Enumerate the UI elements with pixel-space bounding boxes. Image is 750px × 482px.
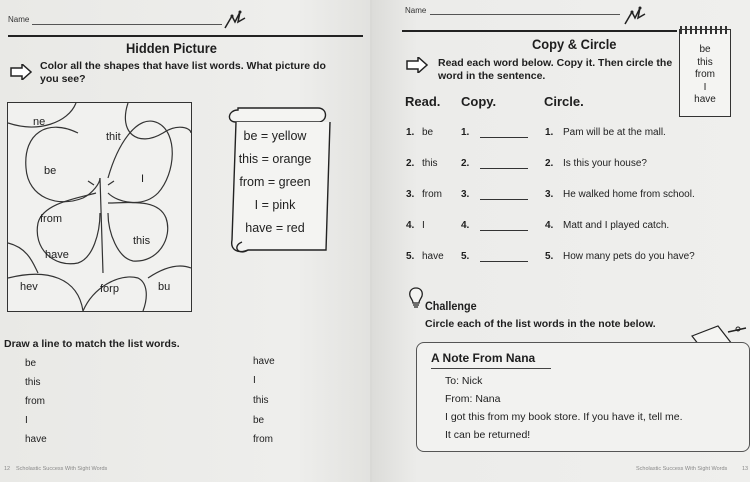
row-number: 2. — [406, 158, 415, 169]
arrow-icon — [406, 57, 428, 73]
row-number: 3. — [406, 189, 415, 200]
read-header: Read. — [405, 94, 441, 109]
word-list-item: this — [697, 56, 713, 68]
header-rule — [402, 30, 677, 32]
match-left-2[interactable]: this — [25, 377, 41, 388]
copy-blank[interactable] — [480, 168, 528, 169]
sentence[interactable]: How many pets do you have? — [563, 251, 695, 262]
match-left-1[interactable]: be — [25, 358, 37, 369]
match-right-3[interactable]: this — [253, 395, 269, 406]
copy-number: 4. — [461, 220, 470, 231]
legend-pink: I = pink — [254, 198, 296, 212]
match-left-3[interactable]: from — [25, 396, 45, 407]
word-list-item: I — [703, 81, 707, 93]
copy-blank[interactable] — [480, 137, 528, 138]
copy-blank[interactable] — [480, 230, 528, 231]
sentence[interactable]: Pam will be at the mall. — [563, 127, 666, 138]
puzzle-word-10: bu — [158, 281, 171, 293]
name-label: Name — [405, 6, 427, 15]
row-number: 5. — [406, 251, 415, 262]
puzzle-word-7: have — [45, 249, 69, 261]
arrow-icon — [10, 64, 32, 80]
match-left-5[interactable]: have — [25, 434, 47, 445]
sentence[interactable]: Matt and I played catch. — [563, 220, 670, 231]
match-right-1[interactable]: have — [253, 356, 275, 367]
note-line-4[interactable]: It can be returned! — [445, 429, 531, 441]
legend-yellow: be = yellow — [243, 129, 307, 143]
puzzle-word-4: I — [141, 173, 145, 185]
name-line — [32, 24, 222, 25]
page-title: Hidden Picture — [126, 40, 217, 56]
puzzle-word-6: this — [133, 235, 151, 247]
legend-red: have = red — [245, 221, 305, 235]
circle-number: 5. — [545, 251, 554, 262]
note-line-1[interactable]: To: Nick — [445, 375, 483, 387]
copy-blank[interactable] — [480, 261, 528, 262]
word-list-item: from — [695, 69, 715, 80]
page-number: 13 — [742, 466, 749, 472]
star-burst-icon — [622, 4, 648, 28]
note-from-nana — [416, 342, 750, 452]
legend-orange: this = orange — [238, 152, 312, 166]
row-number: 4. — [406, 220, 415, 231]
puzzle-word-8: hev — [20, 281, 38, 293]
challenge-label: Challenge — [425, 299, 477, 313]
star-burst-icon — [222, 8, 248, 32]
circle-number: 1. — [545, 127, 554, 138]
header-rule — [8, 35, 363, 37]
puzzle-word-9: forp — [100, 283, 119, 295]
page-title: Copy & Circle — [532, 36, 617, 52]
sentence[interactable]: Is this your house? — [563, 158, 647, 169]
legend-green: from = green — [239, 175, 311, 189]
read-word: I — [422, 220, 425, 231]
word-list-item: be — [699, 44, 711, 55]
puzzle-word-2: thit — [106, 131, 121, 143]
circle-number: 3. — [545, 189, 554, 200]
match-right-2[interactable]: I — [253, 375, 256, 386]
copy-header: Copy. — [461, 94, 497, 109]
copy-blank[interactable] — [480, 199, 528, 200]
sentence[interactable]: He walked home from school. — [563, 189, 695, 200]
puzzle-word-3: be — [44, 165, 57, 177]
puzzle-word-1: ne — [33, 116, 46, 128]
puzzle-word-5: from — [40, 213, 62, 225]
copy-number: 3. — [461, 189, 470, 200]
copy-number: 5. — [461, 251, 470, 262]
row-number: 1. — [406, 127, 415, 138]
note-title-underline — [431, 368, 551, 369]
name-label: Name — [8, 15, 30, 24]
instruction-text: Read each word below. Copy it. Then circle the word in the sentence. — [438, 57, 673, 82]
read-word: be — [422, 127, 434, 138]
page-number: 12 — [4, 466, 11, 472]
footer-text: Scholastic Success With Sight Words — [16, 466, 108, 472]
lightbulb-icon — [408, 286, 424, 308]
instruction-text: Color all the shapes that have list words. What picture do you see? — [40, 60, 326, 85]
hidden-picture-puzzle[interactable] — [7, 102, 192, 312]
note-line-3[interactable]: I got this from my book store. If you have it, tell me. — [445, 411, 683, 423]
spiral-binding — [680, 26, 730, 34]
copy-number: 1. — [461, 127, 470, 138]
note-line-2[interactable]: From: Nana — [445, 393, 501, 405]
footer-text: Scholastic Success With Sight Words — [636, 466, 728, 472]
match-right-4[interactable]: be — [253, 415, 265, 426]
read-word: this — [422, 158, 438, 169]
word-list — [680, 44, 730, 107]
read-word: have — [422, 251, 444, 262]
circle-number: 2. — [545, 158, 554, 169]
challenge-instruction: Circle each of the list words in the note below. — [425, 318, 656, 330]
circle-header: Circle. — [544, 94, 584, 109]
word-list-notepad — [679, 29, 731, 117]
word-list-item: have — [694, 94, 716, 105]
match-left-4[interactable]: I — [25, 415, 28, 426]
name-line — [430, 14, 620, 15]
copy-number: 2. — [461, 158, 470, 169]
match-right-5[interactable]: from — [253, 434, 273, 445]
circle-number: 4. — [545, 220, 554, 231]
match-heading: Draw a line to match the list words. — [4, 338, 180, 350]
butterfly-outline-icon — [8, 103, 191, 311]
read-word: from — [422, 189, 442, 200]
note-title: A Note From Nana — [431, 351, 536, 365]
left-page — [0, 0, 370, 482]
